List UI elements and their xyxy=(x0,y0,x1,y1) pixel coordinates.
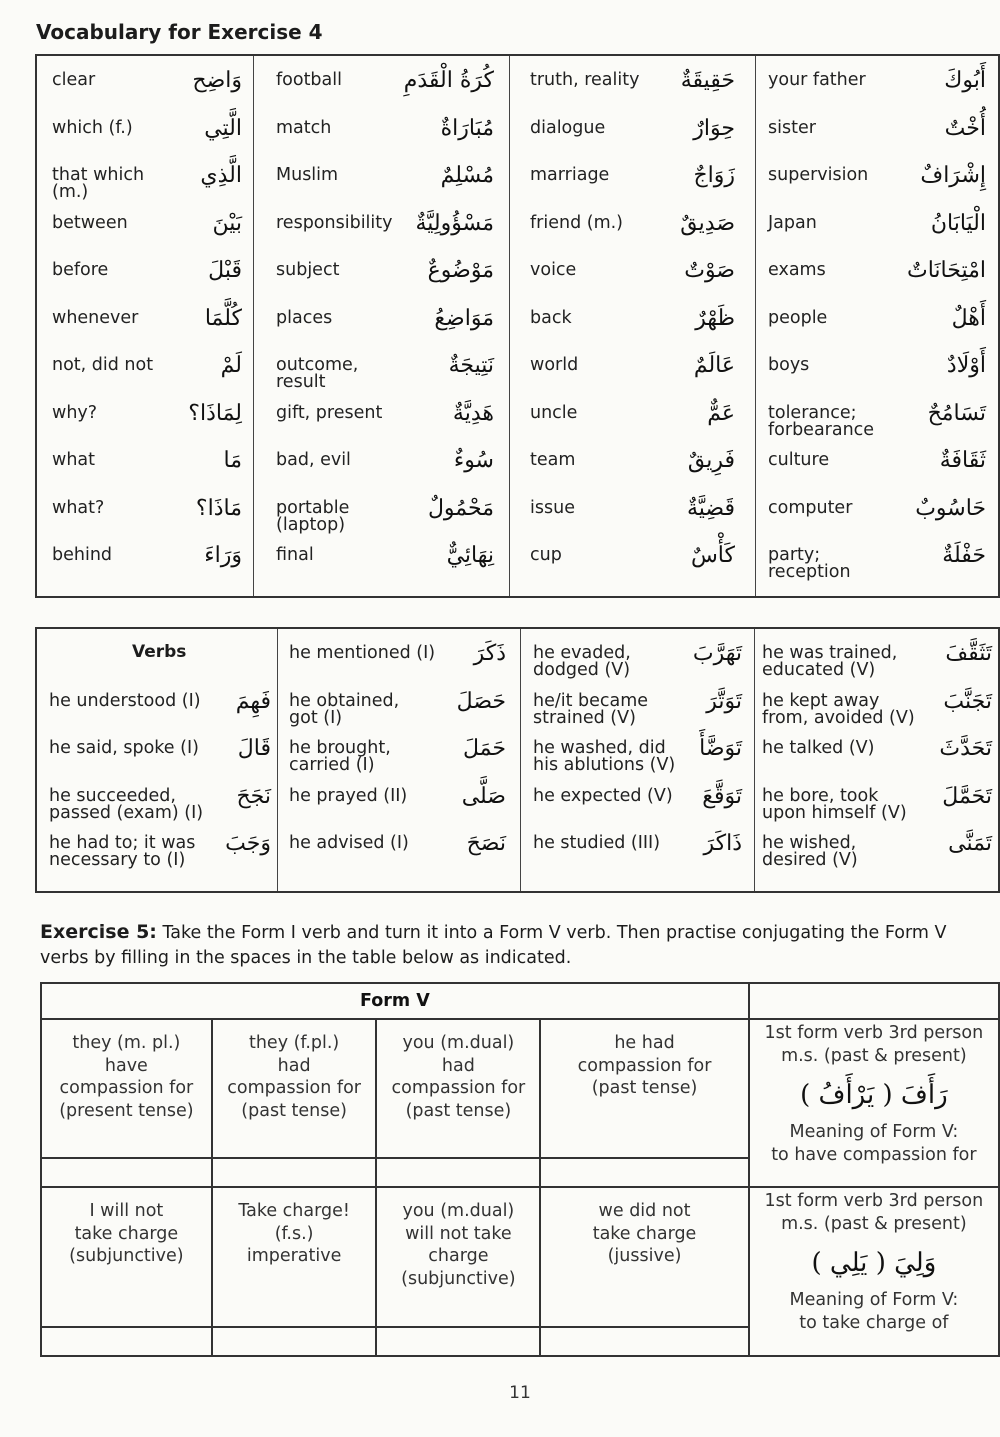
vocab-row xyxy=(510,490,755,538)
arabic-verb: تَثَقَّفَ xyxy=(945,641,992,666)
vocab-row xyxy=(756,62,998,110)
arabic-term: عَالَمٌ xyxy=(693,353,735,378)
exercise-instructions xyxy=(40,920,990,971)
vocab-row xyxy=(254,110,509,158)
verb-row xyxy=(755,683,998,731)
english-term: exams xyxy=(768,260,826,280)
answer-cell-header xyxy=(41,1019,212,1158)
english-verb: he was trained, educated (V) xyxy=(762,643,898,680)
answer-blank[interactable] xyxy=(212,1327,377,1356)
answer-cell-header xyxy=(540,1019,748,1158)
verbs-table xyxy=(35,627,1000,893)
english-term: tolerance; forbearance xyxy=(768,402,875,440)
arabic-root-verb: رَأَفَ ( يَرْأَفُ ) xyxy=(800,1080,948,1110)
arabic-term: امْتِحَانَاتٌ xyxy=(907,258,986,283)
english-term: uncle xyxy=(530,402,578,423)
arabic-term: إِشْرَافٌ xyxy=(920,163,986,188)
vocab-row xyxy=(756,157,998,205)
verb-row xyxy=(755,635,998,683)
arabic-verb: ذَكَرَ xyxy=(473,641,506,666)
arabic-term: عَمٌّ xyxy=(707,400,735,426)
verb-row xyxy=(278,825,520,873)
vocab-row xyxy=(254,537,509,585)
english-verb: he wished, desired (V) xyxy=(762,833,858,870)
english-term: people xyxy=(768,307,828,328)
arabic-term: الَّذِي xyxy=(200,163,242,188)
cell-label: I will not take charge (subjunctive) xyxy=(69,1201,184,1266)
cell-label: you (m.dual) had compassion for (past tense) xyxy=(391,1033,526,1121)
arabic-term: كُلَّمَا xyxy=(204,305,242,331)
arabic-term: ثَقَافَةٌ xyxy=(939,448,986,473)
english-term: that which (m.) xyxy=(52,165,145,202)
verb-info-label: 1st form verb 3rd person m.s. (past & present) xyxy=(764,1191,984,1234)
english-term: voice xyxy=(530,260,577,280)
verb-row xyxy=(755,778,998,826)
arabic-term: نِهَائِيٌّ xyxy=(446,543,494,568)
english-term: outcome, result xyxy=(276,355,359,392)
english-term: team xyxy=(530,450,576,470)
english-term: world xyxy=(530,355,579,375)
vocab-row xyxy=(756,252,998,300)
verb-meaning: Meaning of Form V: to have compassion for xyxy=(771,1122,977,1165)
arabic-verb: ذَاكَرَ xyxy=(703,831,742,856)
english-verb: he had to; it was necessary to (I) xyxy=(49,833,196,870)
english-term: between xyxy=(52,212,128,233)
vocabulary-heading: Vocabulary for Exercise 4 xyxy=(36,20,323,44)
verb-row xyxy=(521,683,754,731)
arabic-term: فَرِيقٌ xyxy=(687,448,735,473)
vocab-row xyxy=(254,395,509,443)
vocab-row xyxy=(510,110,755,158)
vocab-column-2 xyxy=(254,56,510,596)
vocab-row xyxy=(510,347,755,395)
vocab-column-4 xyxy=(756,56,998,596)
vocab-row xyxy=(756,395,998,443)
verb-row xyxy=(37,730,277,778)
arabic-term: أَوْلَادٌ xyxy=(946,353,986,378)
verb-row xyxy=(278,635,520,683)
answer-blank[interactable] xyxy=(376,1327,540,1356)
english-term: cup xyxy=(530,545,562,565)
english-verb: he said, spoke (I) xyxy=(49,738,199,758)
verb-row xyxy=(278,730,520,778)
verb-info-cell xyxy=(749,1019,999,1187)
verb-info-cell xyxy=(749,1187,999,1356)
cell-label: we did not take charge (jussive) xyxy=(592,1201,697,1266)
arabic-term: زَوَاجٌ xyxy=(693,163,735,188)
english-term: match xyxy=(276,117,332,138)
english-verb: he obtained, got (I) xyxy=(289,690,400,728)
arabic-term: مُبَارَاةٌ xyxy=(440,115,494,141)
verb-row xyxy=(278,778,520,826)
english-term: supervision xyxy=(768,165,869,185)
arabic-term: قَضِيَّةٌ xyxy=(686,495,735,521)
english-term: clear xyxy=(52,70,96,90)
vocab-row xyxy=(756,205,998,253)
vocab-row xyxy=(254,252,509,300)
cell-label: they (f.pl.) had compassion for (past tense) xyxy=(227,1033,361,1121)
cell-label: he had compassion for (past tense) xyxy=(577,1033,712,1098)
vocab-row xyxy=(254,62,509,110)
vocab-row xyxy=(510,252,755,300)
vocab-row xyxy=(37,205,253,253)
english-term: party; reception xyxy=(768,545,851,582)
english-term: Muslim xyxy=(276,165,339,185)
arabic-term: لَمْ xyxy=(220,353,242,378)
english-verb: he evaded, dodged (V) xyxy=(533,643,631,680)
arabic-term: وَرَاءَ xyxy=(204,543,242,568)
vocab-row xyxy=(510,442,755,490)
english-verb: he succeeded, passed (exam) (I) xyxy=(49,785,204,823)
answer-blank[interactable] xyxy=(41,1327,212,1356)
vocab-row xyxy=(254,347,509,395)
vocab-row xyxy=(37,395,253,443)
arabic-term: ظَهْرٌ xyxy=(695,305,735,331)
arabic-verb: حَصَلَ xyxy=(456,688,506,714)
arabic-term: سُوءٌ xyxy=(453,448,494,473)
english-term: gift, present xyxy=(276,402,383,423)
arabic-verb: وَجَبَ xyxy=(225,831,271,856)
english-term: dialogue xyxy=(530,117,606,138)
answer-cell-header xyxy=(212,1187,377,1327)
arabic-term: مَحْمُولٌ xyxy=(427,495,494,521)
english-verb: he advised (I) xyxy=(289,833,409,853)
vocab-row xyxy=(37,442,253,490)
arabic-term: أُخْتٌ xyxy=(944,115,986,141)
verbs-heading: Verbs xyxy=(132,642,187,662)
english-term: back xyxy=(530,307,572,328)
vocab-row xyxy=(756,110,998,158)
vocab-row xyxy=(254,490,509,538)
cell-label: you (m.dual) will not take charge (subjunctive) xyxy=(401,1201,516,1289)
arabic-term: تَسَامُحٌ xyxy=(927,400,986,426)
english-term: why? xyxy=(52,402,98,423)
arabic-term: صَدِيقٌ xyxy=(680,210,735,236)
english-term: what? xyxy=(52,497,105,518)
verbs-column-4 xyxy=(755,629,998,891)
vocab-row xyxy=(254,300,509,348)
verb-row xyxy=(521,825,754,873)
exercise-label: Exercise 5: xyxy=(40,921,157,943)
verb-row xyxy=(521,635,754,683)
arabic-term: مَوْضُوعٌ xyxy=(427,258,494,283)
arabic-verb: تَحَمَّلَ xyxy=(942,783,992,809)
verb-row xyxy=(755,825,998,873)
arabic-verb: تَجَنَّبَ xyxy=(943,688,992,714)
form-v-table xyxy=(40,982,1000,1357)
english-term: truth, reality xyxy=(530,70,640,90)
answer-blank[interactable] xyxy=(376,1158,540,1187)
arabic-term: لِمَاذَا؟ xyxy=(188,400,242,426)
arabic-term: حِوَارٌ xyxy=(693,115,735,141)
english-verb: he brought, carried (I) xyxy=(289,738,391,775)
english-verb: he talked (V) xyxy=(762,738,875,758)
answer-cell-header xyxy=(376,1187,540,1327)
english-verb: he understood (I) xyxy=(49,690,201,711)
arabic-term: بَيْنَ xyxy=(212,210,242,236)
english-term: responsibility xyxy=(276,212,393,233)
arabic-verb: قَالَ xyxy=(237,736,271,761)
english-term: bad, evil xyxy=(276,450,351,470)
english-term: behind xyxy=(52,545,113,565)
form-v-title-blank xyxy=(749,983,999,1019)
arabic-term: مُسْلِمٌ xyxy=(440,163,494,188)
arabic-verb: صَلَّى xyxy=(461,783,506,809)
page-number: 11 xyxy=(509,1383,531,1403)
english-term: culture xyxy=(768,450,830,470)
english-term: football xyxy=(276,70,342,90)
arabic-verb: تَوَتَّرَ xyxy=(706,688,742,714)
vocab-row xyxy=(756,537,998,585)
verb-row-spacer xyxy=(37,635,277,683)
vocab-row xyxy=(254,157,509,205)
arabic-term: أَبُوكَ xyxy=(944,68,986,93)
arabic-term: أَهْلٌ xyxy=(951,305,986,331)
arabic-term: الْيَابَانُ xyxy=(930,210,986,236)
english-verb: he prayed (II) xyxy=(289,785,408,806)
vocab-row xyxy=(254,442,509,490)
verb-row xyxy=(37,683,277,731)
answer-cell-header xyxy=(41,1187,212,1327)
vocab-row xyxy=(510,395,755,443)
english-term: whenever xyxy=(52,307,139,328)
english-term: before xyxy=(52,260,109,280)
arabic-term: حَفْلَةٌ xyxy=(942,543,986,568)
arabic-verb: فَهِمَ xyxy=(235,688,271,714)
vocab-row xyxy=(756,300,998,348)
english-term: friend (m.) xyxy=(530,212,624,233)
vocab-row xyxy=(510,205,755,253)
arabic-verb: تَوَضَّأَ xyxy=(699,736,742,761)
english-term: sister xyxy=(768,117,816,138)
vocabulary-table xyxy=(35,54,1000,598)
arabic-term: وَاضِح xyxy=(192,68,242,93)
vocab-row xyxy=(37,252,253,300)
arabic-term: كَأْسٌ xyxy=(690,543,735,568)
vocab-row xyxy=(510,300,755,348)
english-term: places xyxy=(276,307,333,328)
verb-row xyxy=(278,683,520,731)
english-term: final xyxy=(276,545,314,565)
english-term: boys xyxy=(768,355,810,375)
verb-meaning: Meaning of Form V: to take charge of xyxy=(789,1290,959,1333)
english-term: Japan xyxy=(768,212,817,233)
english-verb: he washed, did his ablutions (V) xyxy=(533,738,676,775)
verb-row xyxy=(37,825,277,873)
verbs-column-1 xyxy=(37,629,278,891)
arabic-verb: تَهَرَّبَ xyxy=(692,641,742,666)
answer-cell-header xyxy=(212,1019,377,1158)
arabic-term: مَسْؤُولِيَّةٌ xyxy=(415,210,494,236)
verb-row xyxy=(755,730,998,778)
vocab-row xyxy=(510,537,755,585)
vocab-row xyxy=(254,205,509,253)
arabic-term: حَقِيقَةٌ xyxy=(680,68,735,93)
vocab-row xyxy=(37,110,253,158)
vocab-row xyxy=(37,300,253,348)
form-v-title: Form V xyxy=(41,983,749,1019)
arabic-root-verb: وَلِيَ ( يَلِي ) xyxy=(811,1248,937,1278)
vocab-row xyxy=(510,62,755,110)
english-verb: he mentioned (I) xyxy=(289,643,436,663)
english-verb: he expected (V) xyxy=(533,785,673,806)
answer-blank[interactable] xyxy=(540,1158,748,1187)
english-term: subject xyxy=(276,260,340,280)
answer-cell-header xyxy=(540,1187,748,1327)
cell-label: they (m. pl.) have compassion for (present tense) xyxy=(59,1033,194,1121)
verb-row xyxy=(37,778,277,826)
verb-info-label: 1st form verb 3rd person m.s. (past & present) xyxy=(764,1023,984,1066)
vocab-row xyxy=(756,490,998,538)
english-term: issue xyxy=(530,497,575,518)
arabic-term: هَدِيَّةٌ xyxy=(452,400,494,426)
english-verb: he bore, took upon himself (V) xyxy=(762,785,907,823)
arabic-term: قَبْلَ xyxy=(208,258,242,283)
arabic-term: حَاسُوبٌ xyxy=(915,495,986,521)
english-term: marriage xyxy=(530,165,610,185)
arabic-verb: تَوَقَّعَ xyxy=(702,783,742,809)
arabic-verb: نَجَحَ xyxy=(236,783,271,809)
arabic-verb: تَحَدَّثَ xyxy=(939,736,992,761)
english-term: not, did not xyxy=(52,355,154,375)
english-term: what xyxy=(52,450,95,470)
arabic-verb: حَمَلَ xyxy=(463,736,506,761)
vocab-row xyxy=(37,537,253,585)
verbs-column-3 xyxy=(521,629,755,891)
arabic-term: مَوَاضِعُ xyxy=(434,305,494,331)
arabic-term: مَا xyxy=(223,448,242,473)
answer-blank[interactable] xyxy=(540,1327,748,1356)
arabic-term: مَاذَا؟ xyxy=(195,495,242,521)
arabic-term: نَتِيجَةٌ xyxy=(448,353,494,378)
english-term: computer xyxy=(768,497,853,518)
vocab-column-1 xyxy=(37,56,254,596)
arabic-term: الَّتِي xyxy=(204,115,242,141)
cell-label: Take charge! (f.s.) imperative xyxy=(238,1201,350,1266)
english-verb: he kept away from, avoided (V) xyxy=(762,690,915,728)
vocab-row xyxy=(37,347,253,395)
vocab-row xyxy=(510,157,755,205)
answer-blank[interactable] xyxy=(212,1158,377,1187)
verb-row xyxy=(521,778,754,826)
vocab-row xyxy=(37,62,253,110)
answer-cell-header xyxy=(376,1019,540,1158)
vocab-row xyxy=(37,490,253,538)
english-term: your father xyxy=(768,70,866,90)
vocab-row xyxy=(756,347,998,395)
arabic-term: صَوْتٌ xyxy=(684,258,735,283)
vocab-column-3 xyxy=(510,56,756,596)
arabic-verb: تَمَنَّى xyxy=(948,831,992,856)
verb-row xyxy=(521,730,754,778)
arabic-term: كُرَةُ الْقَدَمِ xyxy=(403,68,494,93)
english-term: which (f.) xyxy=(52,117,133,138)
english-verb: he/it became strained (V) xyxy=(533,690,649,728)
english-verb: he studied (III) xyxy=(533,833,661,853)
answer-blank[interactable] xyxy=(41,1158,212,1187)
arabic-verb: نَصَحَ xyxy=(466,831,506,856)
vocab-row xyxy=(37,157,253,205)
exercise-text: Take the Form I verb and turn it into a Form V verb. Then practise conjugating the Form V verbs by filling in the spaces in the table below as indicated. xyxy=(40,923,947,968)
vocab-row xyxy=(756,442,998,490)
verbs-column-2 xyxy=(278,629,521,891)
english-term: portable (laptop) xyxy=(276,497,350,535)
